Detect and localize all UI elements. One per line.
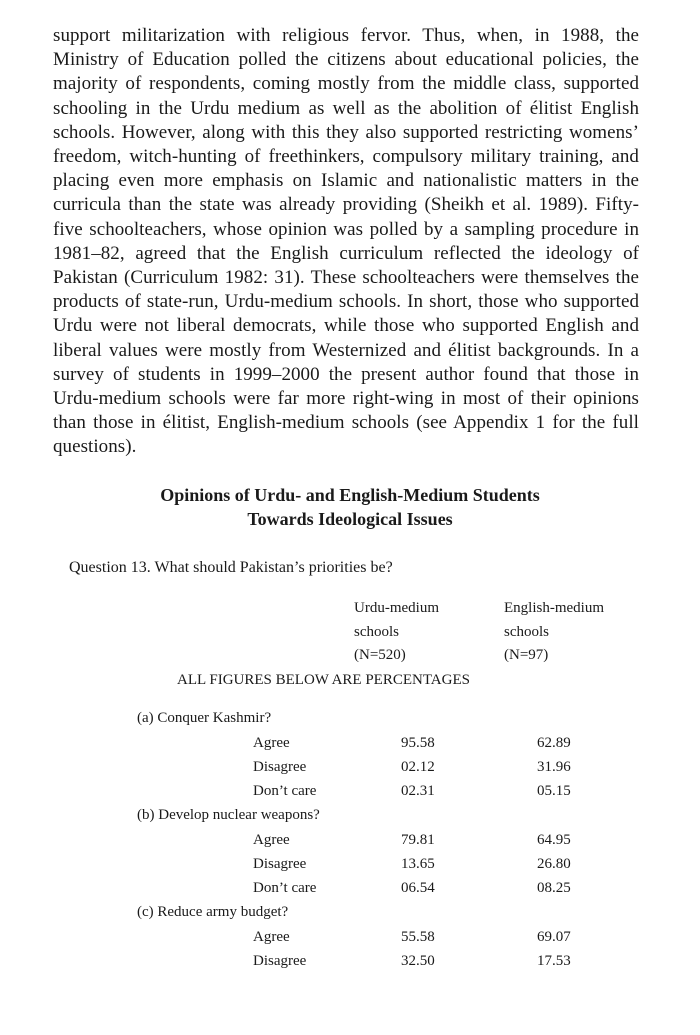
response-label: Don’t care bbox=[253, 783, 317, 799]
table-row-question-c bbox=[0, 900, 700, 924]
table-row bbox=[0, 755, 700, 779]
column-header-english-line-2: schools bbox=[504, 623, 549, 640]
response-label: Disagree bbox=[253, 953, 307, 969]
response-label: Agree bbox=[253, 929, 290, 945]
table-heading-line-1: Opinions of Urdu- and English-Medium Students bbox=[160, 485, 540, 505]
table-row-question-a bbox=[0, 706, 700, 730]
english-value: 31.96 bbox=[537, 759, 571, 775]
urdu-value: 06.54 bbox=[401, 880, 435, 896]
english-value: 26.80 bbox=[537, 856, 571, 872]
percentages-note: ALL FIGURES BELOW ARE PERCENTAGES bbox=[177, 672, 470, 688]
column-header-english bbox=[504, 597, 604, 668]
urdu-value: 32.50 bbox=[401, 953, 435, 969]
response-label: Disagree bbox=[253, 759, 307, 775]
response-label: Disagree bbox=[253, 856, 307, 872]
table-row bbox=[0, 779, 700, 803]
english-value: 17.53 bbox=[537, 953, 571, 969]
response-label: Agree bbox=[253, 735, 290, 751]
table-row bbox=[0, 852, 700, 876]
column-header-english-line-1: English-medium bbox=[504, 600, 604, 616]
urdu-value: 13.65 bbox=[401, 856, 435, 872]
column-header-urdu bbox=[354, 597, 439, 668]
column-header-urdu-line-1: Urdu-medium bbox=[354, 600, 439, 616]
body-paragraph: support militarization with religious fervor. Thus, when, in 1988, the Ministry of Education polled the citizens about educational policies, the majority of respondents, coming mostly from the middle class, supported schooling in the Urdu medium as well as the abolition of élitist English schools. However, along with this they also supported restricting womens’ freedom, witch-hunting of freethinkers, compulsory military training, and placing even more emphasis on Islamic and nationalistic matters in the curricula than the state was already providing (Sheikh et al. 1989). Fifty-five schoolteachers, whose opinion was polled by a sampling procedure in 1981–82, agreed that the English curriculum reflected the ideology of Pakistan (Curriculum 1982: 31). These schoolteachers were themselves the products of state-run, Urdu-medium schools. In short, those who supported Urdu were not liberal democrats, while those who supported English and liberal values were mostly from Westernized and élitist backgrounds. In a survey of students in 1999–2000 the present author found that those in Urdu-medium schools were far more right-wing in most of their opinions than those in élitist, English-medium schools (see Appendix 1 for the full questions). bbox=[53, 25, 639, 458]
table-heading bbox=[0, 483, 700, 531]
sub-question-label: (c) Reduce army budget? bbox=[137, 904, 289, 920]
response-label: Don’t care bbox=[253, 880, 317, 896]
english-value: 62.89 bbox=[537, 735, 571, 751]
table-row bbox=[0, 949, 700, 973]
table-row bbox=[0, 731, 700, 755]
table-heading-line-2: Towards Ideological Issues bbox=[247, 509, 453, 529]
table-row-question-b bbox=[0, 803, 700, 827]
english-value: 08.25 bbox=[537, 880, 571, 896]
table-row bbox=[0, 925, 700, 949]
sub-question-label: (b) Develop nuclear weapons? bbox=[137, 807, 320, 823]
urdu-value: 79.81 bbox=[401, 832, 435, 848]
column-header-urdu-line-3: (N=520) bbox=[354, 647, 406, 663]
urdu-value: 55.58 bbox=[401, 929, 435, 945]
table-row bbox=[0, 876, 700, 900]
column-header-english-line-3: (N=97) bbox=[504, 647, 549, 663]
english-value: 05.15 bbox=[537, 783, 571, 799]
english-value: 69.07 bbox=[537, 929, 571, 945]
response-label: Agree bbox=[253, 832, 290, 848]
urdu-value: 02.31 bbox=[401, 783, 435, 799]
question-13: Question 13. What should Pakistan’s priorities be? bbox=[69, 559, 393, 576]
column-header-urdu-line-2: schools bbox=[354, 623, 399, 640]
sub-question-label: (a) Conquer Kashmir? bbox=[137, 710, 272, 726]
urdu-value: 02.12 bbox=[401, 759, 435, 775]
urdu-value: 95.58 bbox=[401, 735, 435, 751]
table-row bbox=[0, 828, 700, 852]
english-value: 64.95 bbox=[537, 832, 571, 848]
